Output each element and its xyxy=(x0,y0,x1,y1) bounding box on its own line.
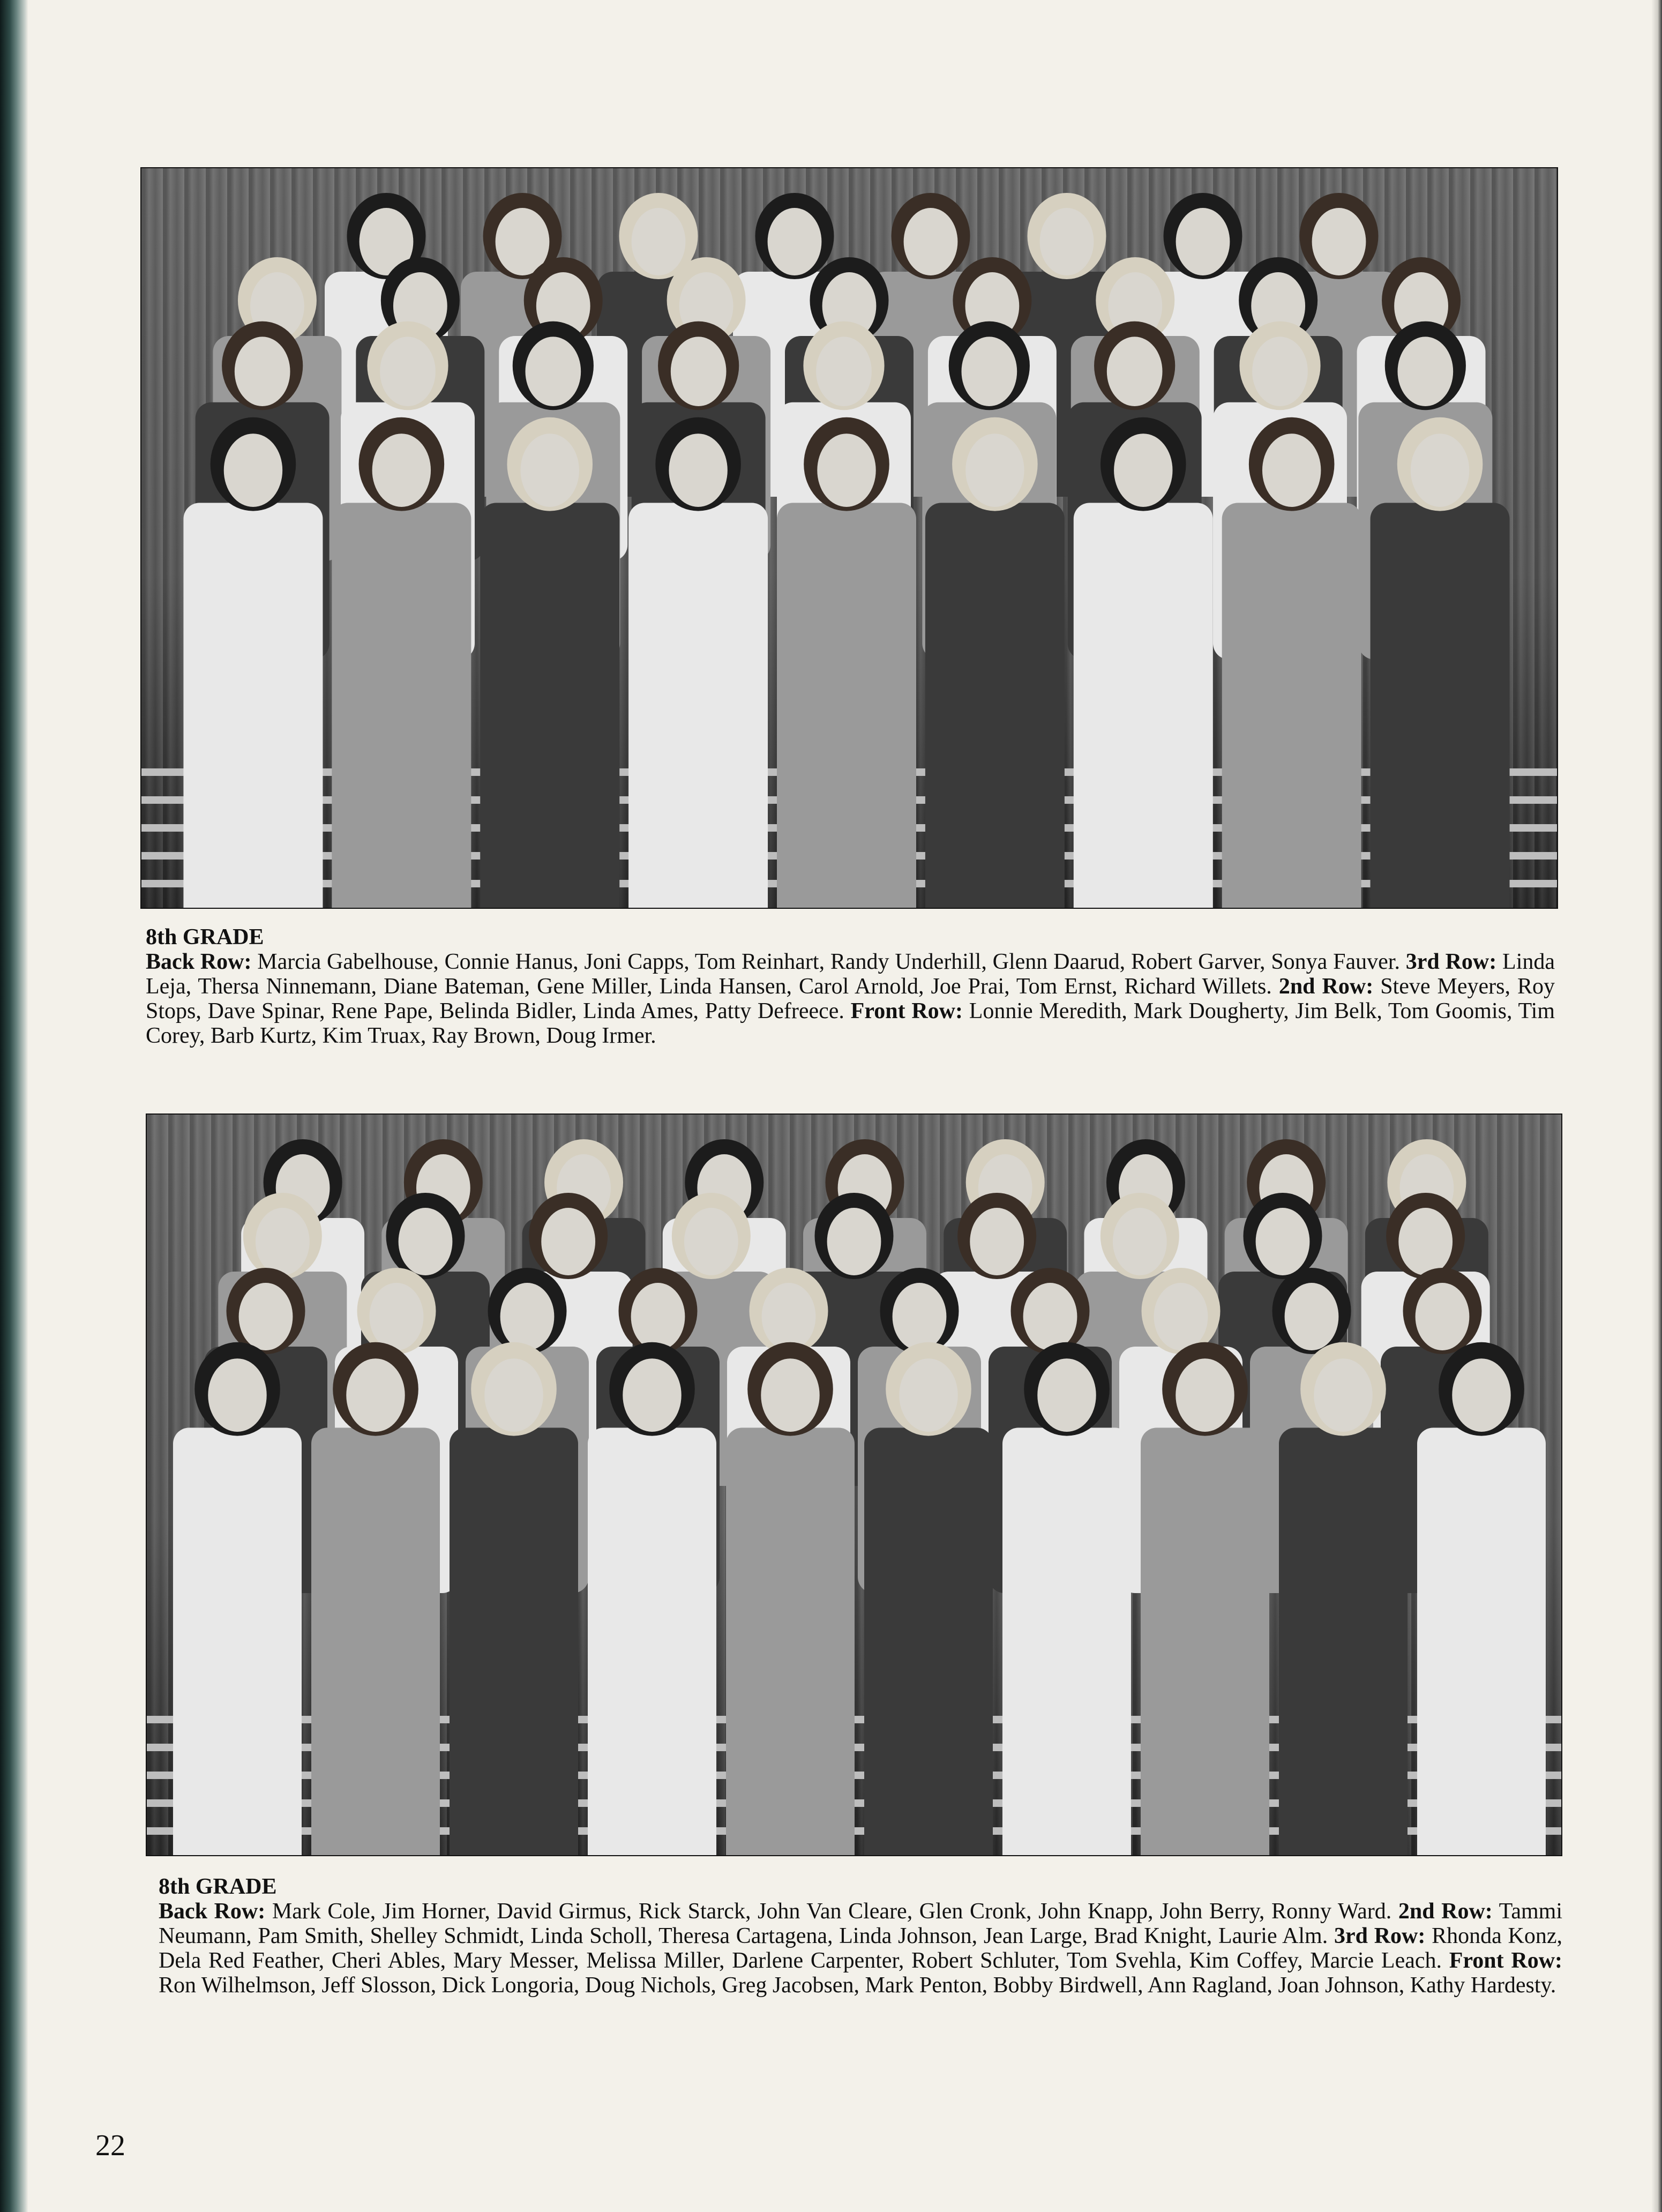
row-label: 2nd Row: xyxy=(1278,974,1374,999)
page-number: 22 xyxy=(95,2129,125,2162)
book-spine xyxy=(0,0,28,2212)
row-names: Rhonda Konz, Dela Red Feather, Cheri Ables, Mary Messer, Melissa Miller, Darlene Carpenter, Robert Schluter, Tom Svehla, Kim Coffey, Marcie Leach. xyxy=(159,1924,1562,1973)
caption-1-title: 8th GRADE xyxy=(146,925,264,950)
caption-2-text xyxy=(159,1899,1562,1998)
caption-1-text xyxy=(146,950,1555,1048)
row-label: 3rd Row: xyxy=(1334,1924,1426,1948)
row-label: 2nd Row: xyxy=(1398,1899,1493,1924)
class-photo-1 xyxy=(140,167,1558,909)
row-names: Steve Meyers, Roy Stops, Dave Spinar, Rene Pape, Belinda Bidler, Linda Ames, Patty Defreece. xyxy=(146,974,1555,1023)
class-photo-2 xyxy=(146,1114,1562,1856)
row-names: Mark Cole, Jim Horner, David Girmus, Rick Starck, John Van Cleare, Glen Cronk, John Knapp, John Berry, Ronny Ward. xyxy=(272,1899,1392,1924)
row-label: Front Row: xyxy=(850,999,963,1023)
caption-2 xyxy=(159,1874,1562,1998)
row-names: Linda Leja, Thersa Ninnemann, Diane Bateman, Gene Miller, Linda Hansen, Carol Arnold, Joe Prai, Tom Ernst, Richard Willets. xyxy=(146,950,1555,999)
row-names: Ron Wilhelmson, Jeff Slosson, Dick Longoria, Doug Nichols, Greg Jacobsen, Mark Penton, Bobby Birdwell, Ann Ragland, Joan Johnson, Kathy Hardesty. xyxy=(159,1973,1556,1998)
page-edge xyxy=(1651,0,1662,2212)
caption-2-title: 8th GRADE xyxy=(159,1874,277,1899)
row-label: Back Row: xyxy=(146,950,252,974)
row-names: Tammi Neumann, Pam Smith, Shelley Schmidt, Linda Scholl, Theresa Cartagena, Linda Johnson, Jean Large, Brad Knight, Laurie Alm. xyxy=(159,1899,1562,1948)
class-photo-2-figures xyxy=(147,1115,1561,1855)
class-photo-1-figures xyxy=(141,168,1557,908)
caption-1 xyxy=(146,925,1555,1048)
row-names: Marcia Gabelhouse, Connie Hanus, Joni Capps, Tom Reinhart, Randy Underhill, Glenn Daarud, Robert Garver, Sonya Fauver. xyxy=(257,950,1400,974)
row-label: 3rd Row: xyxy=(1405,950,1497,974)
row-label: Back Row: xyxy=(159,1899,266,1924)
row-label: Front Row: xyxy=(1449,1948,1563,1973)
row-names: Lonnie Meredith, Mark Dougherty, Jim Belk, Tom Goomis, Tim Corey, Barb Kurtz, Kim Truax, Ray Brown, Doug Irmer. xyxy=(146,999,1555,1048)
